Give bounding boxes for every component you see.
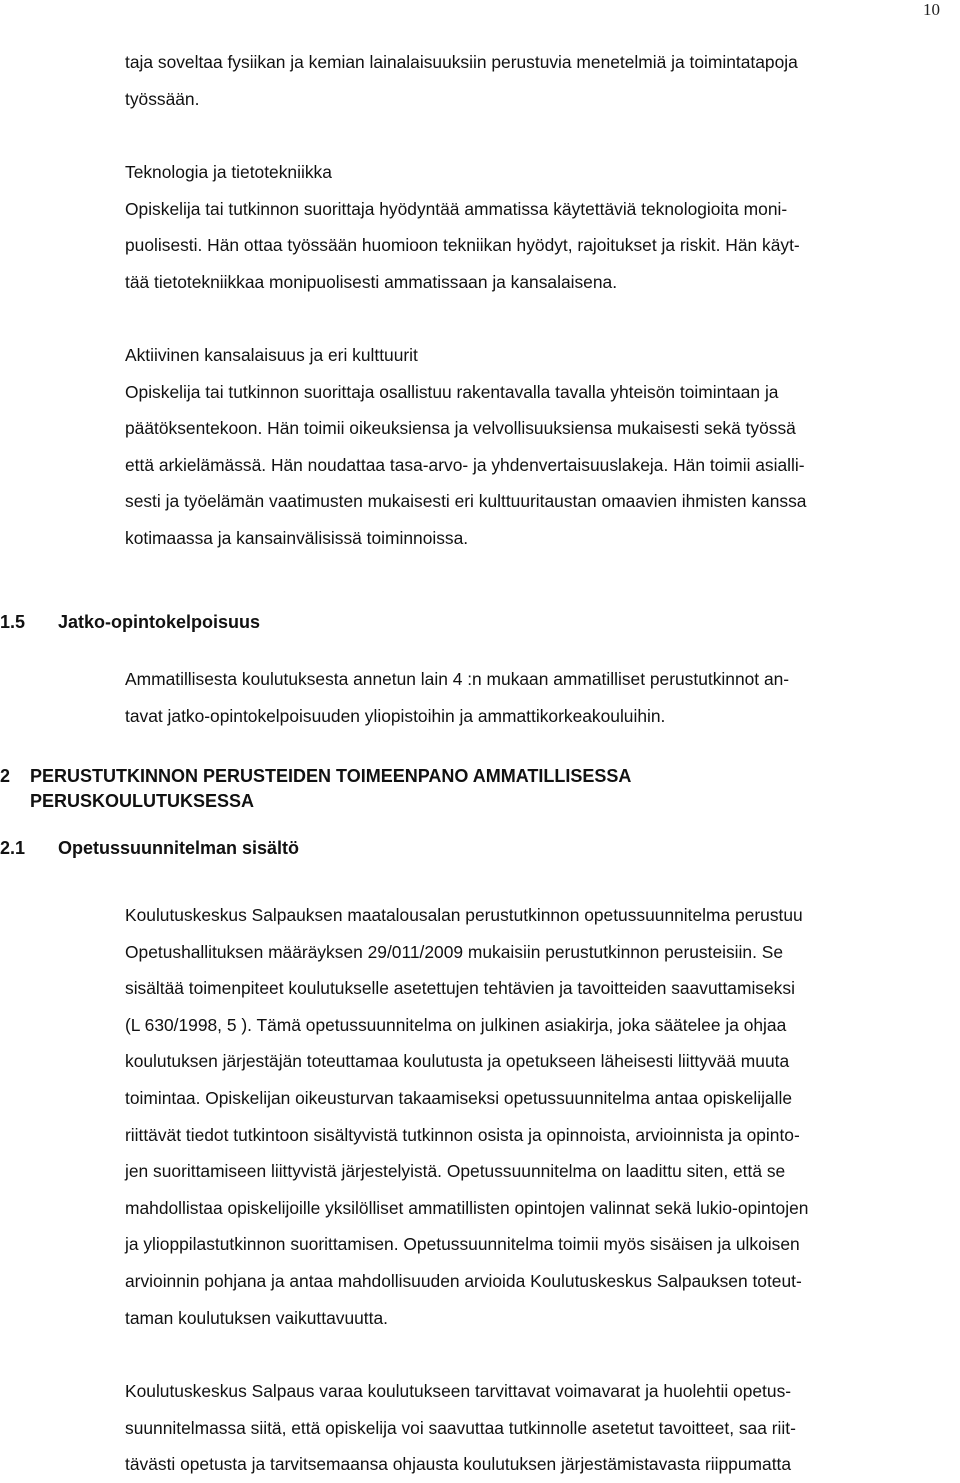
text-line: että arkielämässä. Hän noudattaa tasa-arvo- ja yhdenvertaisuuslakeja. Hän toimii asialli-	[125, 454, 805, 475]
text-line: taja soveltaa fysiikan ja kemian lainalaisuuksiin perustuvia menetelmiä ja toimintatapoja	[125, 52, 798, 72]
text-line: tävästi opetusta ja tarvitsemaansa ohjausta koulutuksen järjestämistavasta riippumatta	[125, 1454, 792, 1475]
chapter-title-line: PERUSKOULUTUKSESSA	[30, 791, 255, 811]
page-number: 10	[923, 0, 940, 19]
section-heading-2-1	[0, 838, 299, 859]
section-number: 1.5	[0, 612, 26, 632]
text-line: arvioinnin pohjana ja antaa mahdollisuuden arvioida Koulutuskeskus Salpauksen toteut-	[125, 1270, 802, 1291]
section-title: Jatko-opintokelpoisuus	[58, 612, 261, 632]
section-title: Opetussuunnitelman sisältö	[58, 838, 300, 858]
text-line: sisältää toimenpiteet koulutukselle asetettujen tehtävien ja tavoitteiden saavuttamiseksi	[125, 978, 795, 999]
text-line: koulutuksen järjestäjän toteuttamaa koulutusta ja opetukseen läheisesti liittyvää muuta	[125, 1051, 790, 1072]
text-line: mahdollistaa opiskelijoille yksilölliset ammatillisten opintojen valinnat sekä lukio-opintojen	[125, 1197, 809, 1218]
subheading-teknologia: Teknologia ja tietotekniikka	[125, 162, 332, 182]
chapter-heading-2	[0, 764, 631, 814]
text-line: päätöksentekoon. Hän toimii oikeuksiensa ja velvollisuuksiensa mukaisesti sekä työssä	[125, 418, 796, 439]
text-line: kotimaassa ja kansainvälisissä toiminnoissa.	[125, 527, 469, 548]
text-line: jen suorittamiseen liittyvistä järjestelyistä. Opetussuunnitelma on laadittu siten, että se	[125, 1161, 786, 1182]
section-number: 2.1	[0, 838, 26, 858]
text-line: puolisesti. Hän ottaa työssään huomioon tekniikan hyödyt, rajoitukset ja riskit. Hän käyt-	[125, 235, 800, 256]
chapter-number: 2	[0, 766, 11, 786]
text-line: toimintaa. Opiskelijan oikeusturvan takaamiseksi opetussuunnitelma antaa opiskelijalle	[125, 1087, 793, 1108]
text-line: riittävät tiedot tutkintoon sisältyvistä tutkinnon osista ja opinnoista, arvioinnista ja opinto-	[125, 1124, 800, 1145]
section-heading-1-5	[0, 612, 260, 633]
text-line: (L 630/1998, 5 ). Tämä opetussuunnitelma on julkinen asiakirja, joka säätelee ja ohjaa	[125, 1014, 787, 1035]
text-line: taman koulutuksen vaikuttavuutta.	[125, 1307, 388, 1328]
text-line: Opiskelija tai tutkinnon suorittaja osallistuu rakentavalla tavalla yhteisön toimintaan ja	[125, 381, 779, 402]
paragraph-salpaus-voimavarat	[125, 1373, 960, 1483]
text-line: Koulutuskeskus Salpauksen maatalousalan perustutkinnon opetussuunnitelma perustuu	[125, 905, 803, 925]
paragraph-jatko-opintokelpoisuus	[125, 661, 960, 734]
paragraph-teknologia	[125, 154, 960, 300]
text-line: työssään.	[125, 88, 200, 109]
text-line: Koulutuskeskus Salpaus varaa koulutukseen tarvittavat voimavarat ja huolehtii opetus-	[125, 1381, 792, 1401]
text-line: tää tietotekniikkaa monipuolisesti ammatissaan ja kansalaisena.	[125, 271, 618, 292]
paragraph-opetussuunnitelma	[125, 897, 960, 1336]
text-line: sesti ja työelämän vaatimusten mukaisesti eri kulttuuritaustan omaavien ihmisten kanssa	[125, 491, 807, 512]
text-line: Ammatillisesta koulutuksesta annetun lain 4 :n mukaan ammatilliset perustutkinnot an-	[125, 669, 790, 689]
text-line: Opiskelija tai tutkinnon suorittaja hyödyntää ammatissa käytettäviä teknologioita moni-	[125, 198, 788, 219]
subheading-aktiivinen-kansalaisuus: Aktiivinen kansalaisuus ja eri kulttuurit	[125, 345, 418, 365]
text-line: ja ylioppilastutkinnon suorittamisen. Opetussuunnitelma toimii myös sisäisen ja ulkoisen	[125, 1234, 800, 1255]
paragraph-intro	[125, 44, 960, 117]
paragraph-aktiivinen-kansalaisuus	[125, 337, 960, 557]
text-line: Opetushallituksen määräyksen 29/011/2009 mukaisiin perustutkinnon perusteisiin. Se	[125, 941, 784, 962]
chapter-title-line: PERUSTUTKINNON PERUSTEIDEN TOIMEENPANO AMMATILLISESSA	[30, 766, 632, 786]
text-line: tavat jatko-opintokelpoisuuden yliopistoihin ja ammattikorkeakouluihin.	[125, 705, 666, 726]
text-line: suunnitelmassa siitä, että opiskelija voi saavuttaa tutkinnolle asetetut tavoitteet, saa riit-	[125, 1417, 796, 1438]
